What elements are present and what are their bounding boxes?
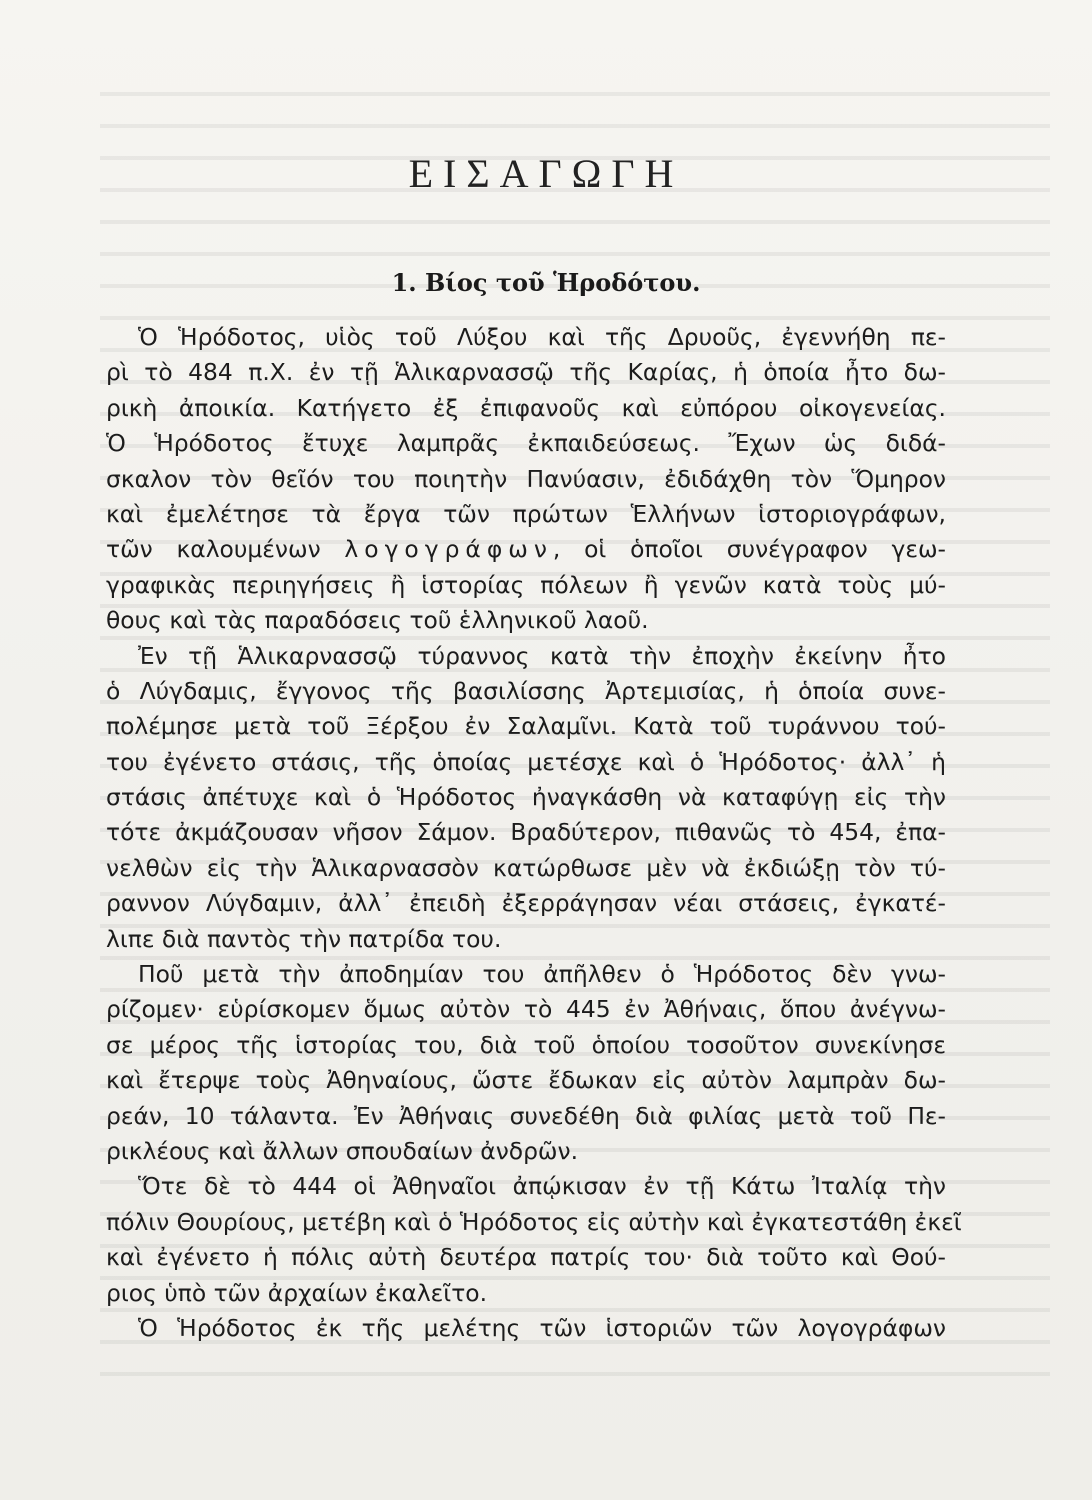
text-line: ριος ὑπὸ τῶν ἀρχαίων ἐκαλεῖτο.	[106, 1278, 488, 1307]
text-line: ραννον Λύγδαμιν, ἀλλ᾽ ἐπειδὴ ἐξερράγησαν νέαι στάσεις, ἐγκατέ-	[106, 889, 946, 918]
body-text	[106, 320, 962, 1346]
text-line: ρικὴ ἀποικία. Κατήγετο ἐξ ἐπιφανοῦς καὶ εὐπόρου οἰκογενείας.	[106, 393, 946, 422]
text-line: ρικλέους καὶ ἄλλων σπουδαίων ἀνδρῶν.	[106, 1136, 579, 1165]
text-line: Ὁ Ἡρόδοτος, υἱὸς τοῦ Λύξου καὶ τῆς Δρυοῦς, ἐγεννήθη πε-	[138, 323, 946, 351]
text-line: καὶ ἐγένετο ἡ πόλις αὐτὴ δευτέρα πατρίς του· διὰ τοῦτο καὶ Θού-	[106, 1243, 946, 1272]
text-line: ρὶ τὸ 484 π.Χ. ἐν τῇ Ἁλικαρνασσῷ τῆς Καρίας, ἡ ὁποία ἦτο δω-	[106, 358, 946, 387]
text-line: καὶ ἔτερψε τοὺς Ἀθηναίους, ὥστε ἔδωκαν εἰς αὐτὸν λαμπρὰν δω-	[106, 1066, 946, 1095]
page-title: ΕΙΣΑΓΩΓΗ	[408, 151, 684, 196]
spaced-term: λογογράφων	[344, 535, 553, 564]
text-line: Ποῦ μετὰ τὴν ἀποδημίαν του ἀπῆλθεν ὁ Ἡρόδοτος δὲν γνω-	[138, 960, 946, 989]
text-line: Ὅτε δὲ τὸ 444 οἱ Ἀθηναῖοι ἀπῴκισαν ἐν τῇ Κάτω Ἰταλίᾳ τὴν	[138, 1172, 946, 1201]
text-line: σε μέρος τῆς ἱστορίας του, διὰ τοῦ ὁποίου τοσοῦτον συνεκίνησε	[106, 1030, 946, 1059]
text-line: σκαλον τὸν θεῖόν του ποιητὴν Πανύασιν, ἐδιδάχθη τὸν Ὅμηρον	[106, 464, 946, 493]
line-start: τῶν καλουμένων	[106, 535, 345, 564]
text-line: στάσις ἀπέτυχε καὶ ὁ Ἡρόδοτος ἠναγκάσθη νὰ καταφύγῃ εἰς τὴν	[106, 783, 946, 812]
section-heading: 1. Βίος τοῦ Ἡροδότου.	[391, 268, 701, 297]
text-line: Ἐν τῇ Ἁλικαρνασσῷ τύραννος κατὰ τὴν ἐποχὴν ἐκείνην ἦτο	[138, 641, 946, 670]
text-line: πολέμησε μετὰ τοῦ Ξέρξου ἐν Σαλαμῖνι. Κατὰ τοῦ τυράννου τού-	[106, 712, 946, 741]
text-line: Ὁ Ἡρόδοτος ἔτυχε λαμπρᾶς ἐκπαιδεύσεως. Ἔχων ὡς διδά-	[106, 429, 946, 458]
text-line: γραφικὰς περιηγήσεις ἢ ἱστορίας πόλεων ἢ γενῶν κατὰ τοὺς μύ-	[106, 570, 946, 599]
text-line: νελθὼν εἰς τὴν Ἁλικαρνασσὸν κατώρθωσε μὲν νὰ ἐκδιώξῃ τὸν τύ-	[106, 853, 946, 882]
text-line: ρεάν, 10 τάλαντα. Ἐν Ἀθήναις συνεδέθη διὰ φιλίας μετὰ τοῦ Πε-	[106, 1101, 946, 1130]
text-line: ρίζομεν· εὑρίσκομεν ὅμως αὐτὸν τὸ 445 ἐν Ἀθήναις, ὅπου ἀνέγνω-	[106, 995, 946, 1024]
text-line: πόλιν Θουρίους, μετέβη καὶ ὁ Ἡρόδοτος εἰς αὐτὴν καὶ ἐγκατεστάθη ἐκεῖ	[106, 1207, 962, 1236]
text-line: καὶ ἐμελέτησε τὰ ἔργα τῶν πρώτων Ἑλλήνων ἱστοριογράφων,	[106, 499, 946, 528]
text-line: θους καὶ τὰς παραδόσεις τοῦ ἑλληνικοῦ λαοῦ.	[106, 606, 649, 635]
text-line: ὁ Λύγδαμις, ἔγγονος τῆς βασιλίσσης Ἀρτεμισίας, ἡ ὁποία συνε-	[106, 676, 946, 705]
text-line: Ὁ Ἡρόδοτος ἐκ τῆς μελέτης τῶν ἱστοριῶν τῶν λογογράφων	[138, 1313, 946, 1342]
text-line: του ἐγένετο στάσις, τῆς ὁποίας μετέσχε καὶ ὁ Ἡρόδοτος· ἀλλ᾽ ἡ	[106, 747, 946, 776]
text-line	[106, 532, 946, 567]
text-line: λιπε διὰ παντὸς τὴν πατρίδα του.	[106, 924, 502, 953]
line-end: , οἱ ὁποῖοι συνέγραφον γεω-	[552, 535, 946, 564]
text-line: τότε ἀκμάζουσαν νῆσον Σάμον. Βραδύτερον, πιθανῶς τὸ 454, ἐπα-	[106, 818, 946, 847]
